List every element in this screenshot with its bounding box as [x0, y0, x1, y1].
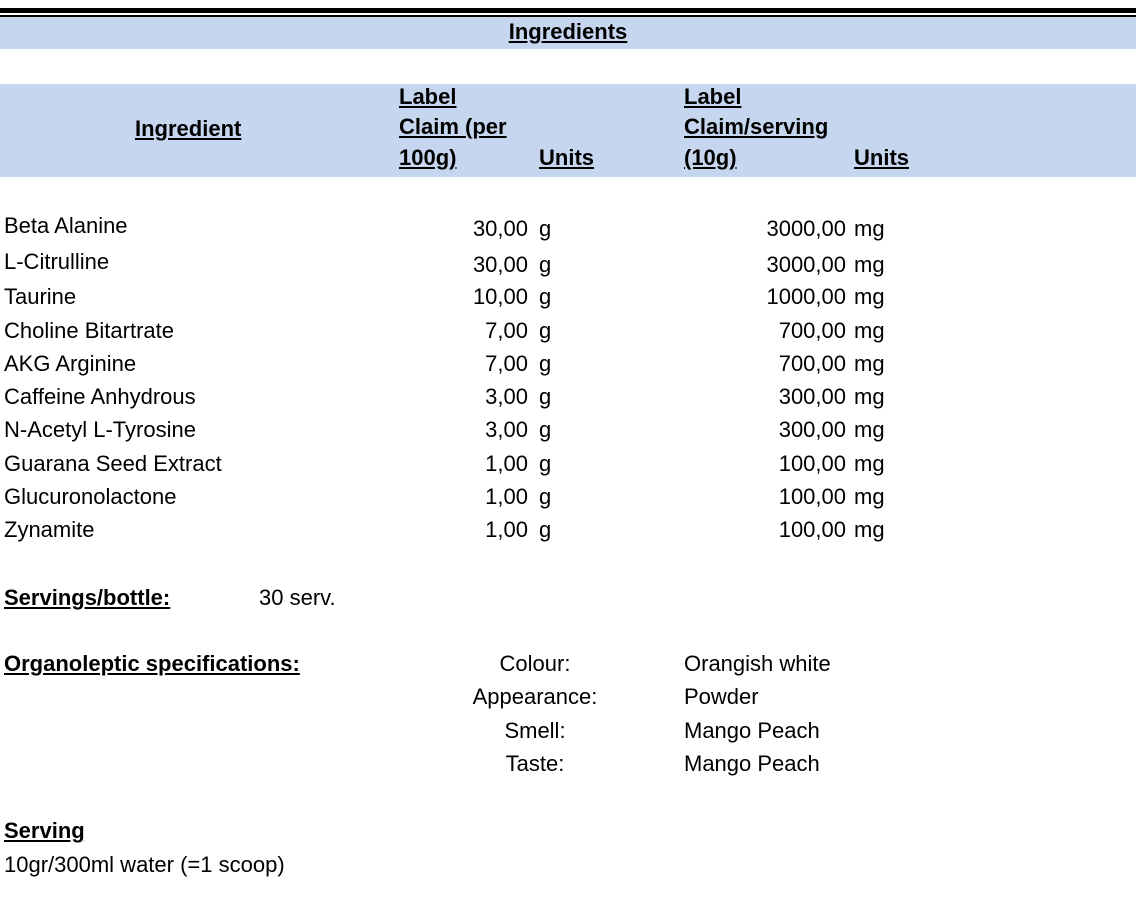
- claim-100g-unit: g: [539, 318, 552, 343]
- claim-serving-unit: mg: [854, 384, 885, 409]
- claim-100g-header-line3: 100g): [399, 145, 457, 170]
- spec-key-appearance: Appearance:: [472, 684, 598, 709]
- ingredient-name: Choline Bitartrate: [4, 318, 174, 343]
- spec-key-taste: Taste:: [505, 751, 565, 776]
- claim-serving-value: 100,00: [778, 484, 846, 509]
- claim-serving-value: 3000,00: [766, 216, 846, 241]
- claim-serving-unit: mg: [854, 517, 885, 542]
- claim-100g-unit: g: [539, 417, 552, 442]
- claim-serving-unit: mg: [854, 451, 885, 476]
- ingredient-name: Taurine: [4, 284, 77, 309]
- claim-serving-unit: mg: [854, 484, 885, 509]
- top-rule-thick: [0, 8, 1136, 13]
- claim-serving-value: 1000,00: [766, 284, 846, 309]
- ingredient-name: Caffeine Anhydrous: [4, 384, 196, 409]
- units-column-header-2: Units: [854, 145, 909, 170]
- serving-text: 10gr/300ml water (=1 scoop): [4, 852, 285, 877]
- claim-serving-value: 100,00: [778, 517, 846, 542]
- spec-key-colour: Colour:: [499, 651, 571, 676]
- servings-value: 30 serv.: [259, 585, 336, 610]
- claim-100g-unit: g: [539, 252, 552, 277]
- claim-serving-unit: mg: [854, 284, 885, 309]
- ingredient-name: N-Acetyl L-Tyrosine: [4, 417, 196, 442]
- claim-100g-unit: g: [539, 284, 552, 309]
- claim-100g-header-line2: Claim (per: [399, 114, 507, 139]
- ingredient-name: Beta Alanine: [4, 213, 128, 238]
- claim-100g-value: 7,00: [485, 351, 528, 376]
- claim-serving-value: 300,00: [778, 384, 846, 409]
- claim-serving-unit: mg: [854, 216, 885, 241]
- claim-100g-value: 30,00: [472, 252, 528, 277]
- claim-serving-value: 100,00: [778, 451, 846, 476]
- claim-serving-unit: mg: [854, 318, 885, 343]
- claim-100g-unit: g: [539, 216, 552, 241]
- spec-key-smell: Smell:: [504, 718, 566, 743]
- serving-label: Serving: [4, 818, 85, 843]
- ingredient-name: Zynamite: [4, 517, 95, 542]
- claim-100g-unit: g: [539, 517, 552, 542]
- spec-value-taste: Mango Peach: [684, 751, 820, 776]
- claim-100g-header-line1: Label: [399, 84, 457, 109]
- claim-100g-unit: g: [539, 384, 552, 409]
- claim-100g-unit: g: [539, 484, 552, 509]
- claim-100g-value: 30,00: [472, 216, 528, 241]
- claim-100g-value: 1,00: [485, 451, 528, 476]
- spec-value-colour: Orangish white: [684, 651, 831, 676]
- ingredient-name: Guarana Seed Extract: [4, 451, 222, 476]
- claim-serving-value: 300,00: [778, 417, 846, 442]
- ingredient-column-header: Ingredient: [135, 116, 242, 141]
- claim-100g-unit: g: [539, 351, 552, 376]
- page-title: Ingredients: [508, 19, 628, 44]
- claim-serving-header-line3: (10g): [684, 145, 737, 170]
- servings-label: Servings/bottle:: [4, 585, 171, 610]
- organoleptic-label: Organoleptic specifications:: [4, 651, 300, 676]
- units-column-header-1: Units: [539, 145, 594, 170]
- ingredient-name: Glucuronolactone: [4, 484, 177, 509]
- claim-serving-value: 700,00: [778, 351, 846, 376]
- claim-100g-value: 10,00: [472, 284, 528, 309]
- claim-serving-value: 700,00: [778, 318, 846, 343]
- claim-100g-value: 1,00: [485, 484, 528, 509]
- claim-100g-value: 1,00: [485, 517, 528, 542]
- claim-100g-value: 7,00: [485, 318, 528, 343]
- spec-value-appearance: Powder: [684, 684, 759, 709]
- claim-serving-header-line2: Claim/serving: [684, 114, 829, 139]
- ingredient-name: AKG Arginine: [4, 351, 137, 376]
- ingredient-name: L-Citrulline: [4, 249, 110, 274]
- claim-100g-value: 3,00: [485, 384, 528, 409]
- claim-100g-value: 3,00: [485, 417, 528, 442]
- claim-serving-value: 3000,00: [766, 252, 846, 277]
- claim-serving-unit: mg: [854, 417, 885, 442]
- claim-serving-unit: mg: [854, 252, 885, 277]
- claim-serving-unit: mg: [854, 351, 885, 376]
- claim-100g-unit: g: [539, 451, 552, 476]
- spec-value-smell: Mango Peach: [684, 718, 820, 743]
- claim-serving-header-line1: Label: [684, 84, 742, 109]
